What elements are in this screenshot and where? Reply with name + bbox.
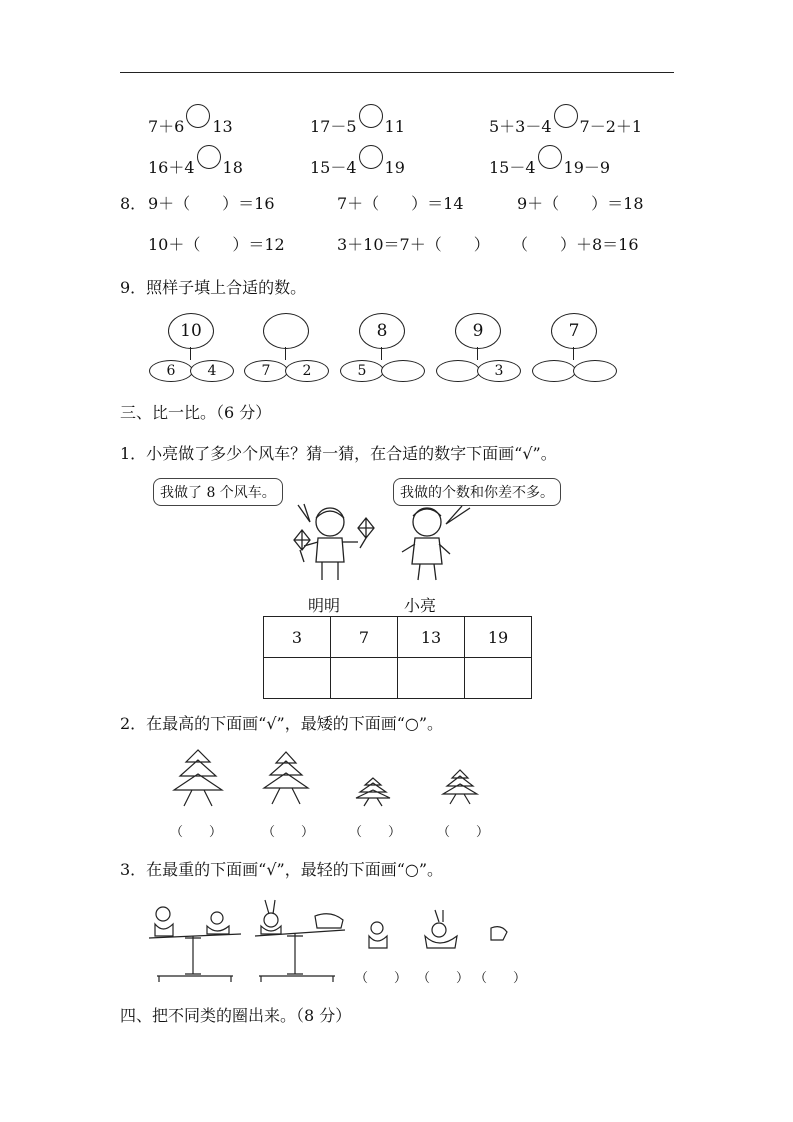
bond-right: 3 xyxy=(477,360,521,382)
bond-left[interactable] xyxy=(436,360,480,382)
answer-circle[interactable] xyxy=(359,104,383,128)
q8-item[interactable]: 3＋10＝7＋（ ） xyxy=(337,235,490,254)
bond-left: 7 xyxy=(244,360,288,382)
answer-paren[interactable]: （ ） xyxy=(417,971,470,986)
table-cell: 3 xyxy=(264,617,331,658)
bond-top: 8 xyxy=(359,313,405,349)
section-3-q3-prompt: 3．在最重的下面画“√”，最轻的下面画“○”。 xyxy=(120,860,444,879)
bond-stem xyxy=(285,347,286,360)
answer-circle[interactable] xyxy=(538,145,562,169)
section-3-title: 三、比一比。（6 分） xyxy=(120,403,272,422)
answer-paren[interactable]: （ ） xyxy=(474,971,527,986)
compare-item: 5＋3－4 7－2＋1 xyxy=(489,112,642,137)
bond-right: 2 xyxy=(285,360,329,382)
answer-paren[interactable]: （ ） xyxy=(355,971,408,986)
answer-circle[interactable] xyxy=(197,145,221,169)
section-4-title: 四、把不同类的圈出来。（8 分） xyxy=(120,1006,352,1025)
bond-left[interactable] xyxy=(532,360,576,382)
speech-bubble-right: 我做的个数和你差不多。 xyxy=(393,478,561,506)
table-cell: 19 xyxy=(465,617,532,658)
guess-table xyxy=(263,616,532,699)
bond-top: 7 xyxy=(551,313,597,349)
section-3-q1-prompt: 1．小亮做了多少个风车？猜一猜，在合适的数字下面画“√”。 xyxy=(120,444,557,463)
bond-right[interactable] xyxy=(381,360,425,382)
answer-circle[interactable] xyxy=(359,145,383,169)
header-rule xyxy=(120,72,674,73)
name-label: 明明 xyxy=(308,596,341,615)
answer-paren[interactable]: （ ） xyxy=(437,825,490,840)
table-cell: 13 xyxy=(398,617,465,658)
compare-item: 15－4 19－9 xyxy=(489,153,610,178)
bond-top: 10 xyxy=(168,313,214,349)
table-cell: 7 xyxy=(331,617,398,658)
answer-paren[interactable]: （ ） xyxy=(262,825,315,840)
bond-left: 6 xyxy=(149,360,193,382)
q8-item[interactable]: 9＋（ ）＝16 xyxy=(148,194,275,213)
answer-circle[interactable] xyxy=(186,104,210,128)
bond-stem xyxy=(477,347,478,360)
q8-item[interactable]: 10＋（ ）＝12 xyxy=(148,235,285,254)
q8-item[interactable]: 7＋（ ）＝14 xyxy=(337,194,464,213)
answer-paren[interactable]: （ ） xyxy=(349,825,402,840)
name-label: 小亮 xyxy=(404,596,437,615)
compare-item: 17－5 11 xyxy=(310,112,405,137)
table-row xyxy=(264,617,532,658)
compare-item: 7＋6 13 xyxy=(148,112,233,137)
compare-item: 16＋4 18 xyxy=(148,153,243,178)
section-3-q2-prompt: 2．在最高的下面画“√”，最矮的下面画“○”。 xyxy=(120,714,444,733)
answer-cell[interactable] xyxy=(331,658,398,699)
speech-bubble-left: 我做了 8 个风车。 xyxy=(153,478,283,506)
answer-cell[interactable] xyxy=(264,658,331,699)
q8-label: 8． xyxy=(120,194,147,213)
answer-cell[interactable] xyxy=(398,658,465,699)
compare-item: 15－4 19 xyxy=(310,153,405,178)
boys-illustration xyxy=(280,500,570,582)
bond-left: 5 xyxy=(340,360,384,382)
q8-item[interactable]: （ ）＋8＝16 xyxy=(512,235,639,254)
bond-top[interactable] xyxy=(263,313,309,349)
answer-cell[interactable] xyxy=(465,658,532,699)
answer-paren[interactable]: （ ） xyxy=(170,825,223,840)
table-row xyxy=(264,658,532,699)
bond-right: 4 xyxy=(190,360,234,382)
trees-illustration xyxy=(160,748,500,812)
answer-circle[interactable] xyxy=(554,104,578,128)
bond-top: 9 xyxy=(455,313,501,349)
bond-stem xyxy=(573,347,574,360)
bond-stem xyxy=(190,347,191,360)
bond-stem xyxy=(381,347,382,360)
q8-item[interactable]: 9＋（ ）＝18 xyxy=(517,194,644,213)
q9-prompt: 9．照样子填上合适的数。 xyxy=(120,278,307,297)
bond-right[interactable] xyxy=(573,360,617,382)
